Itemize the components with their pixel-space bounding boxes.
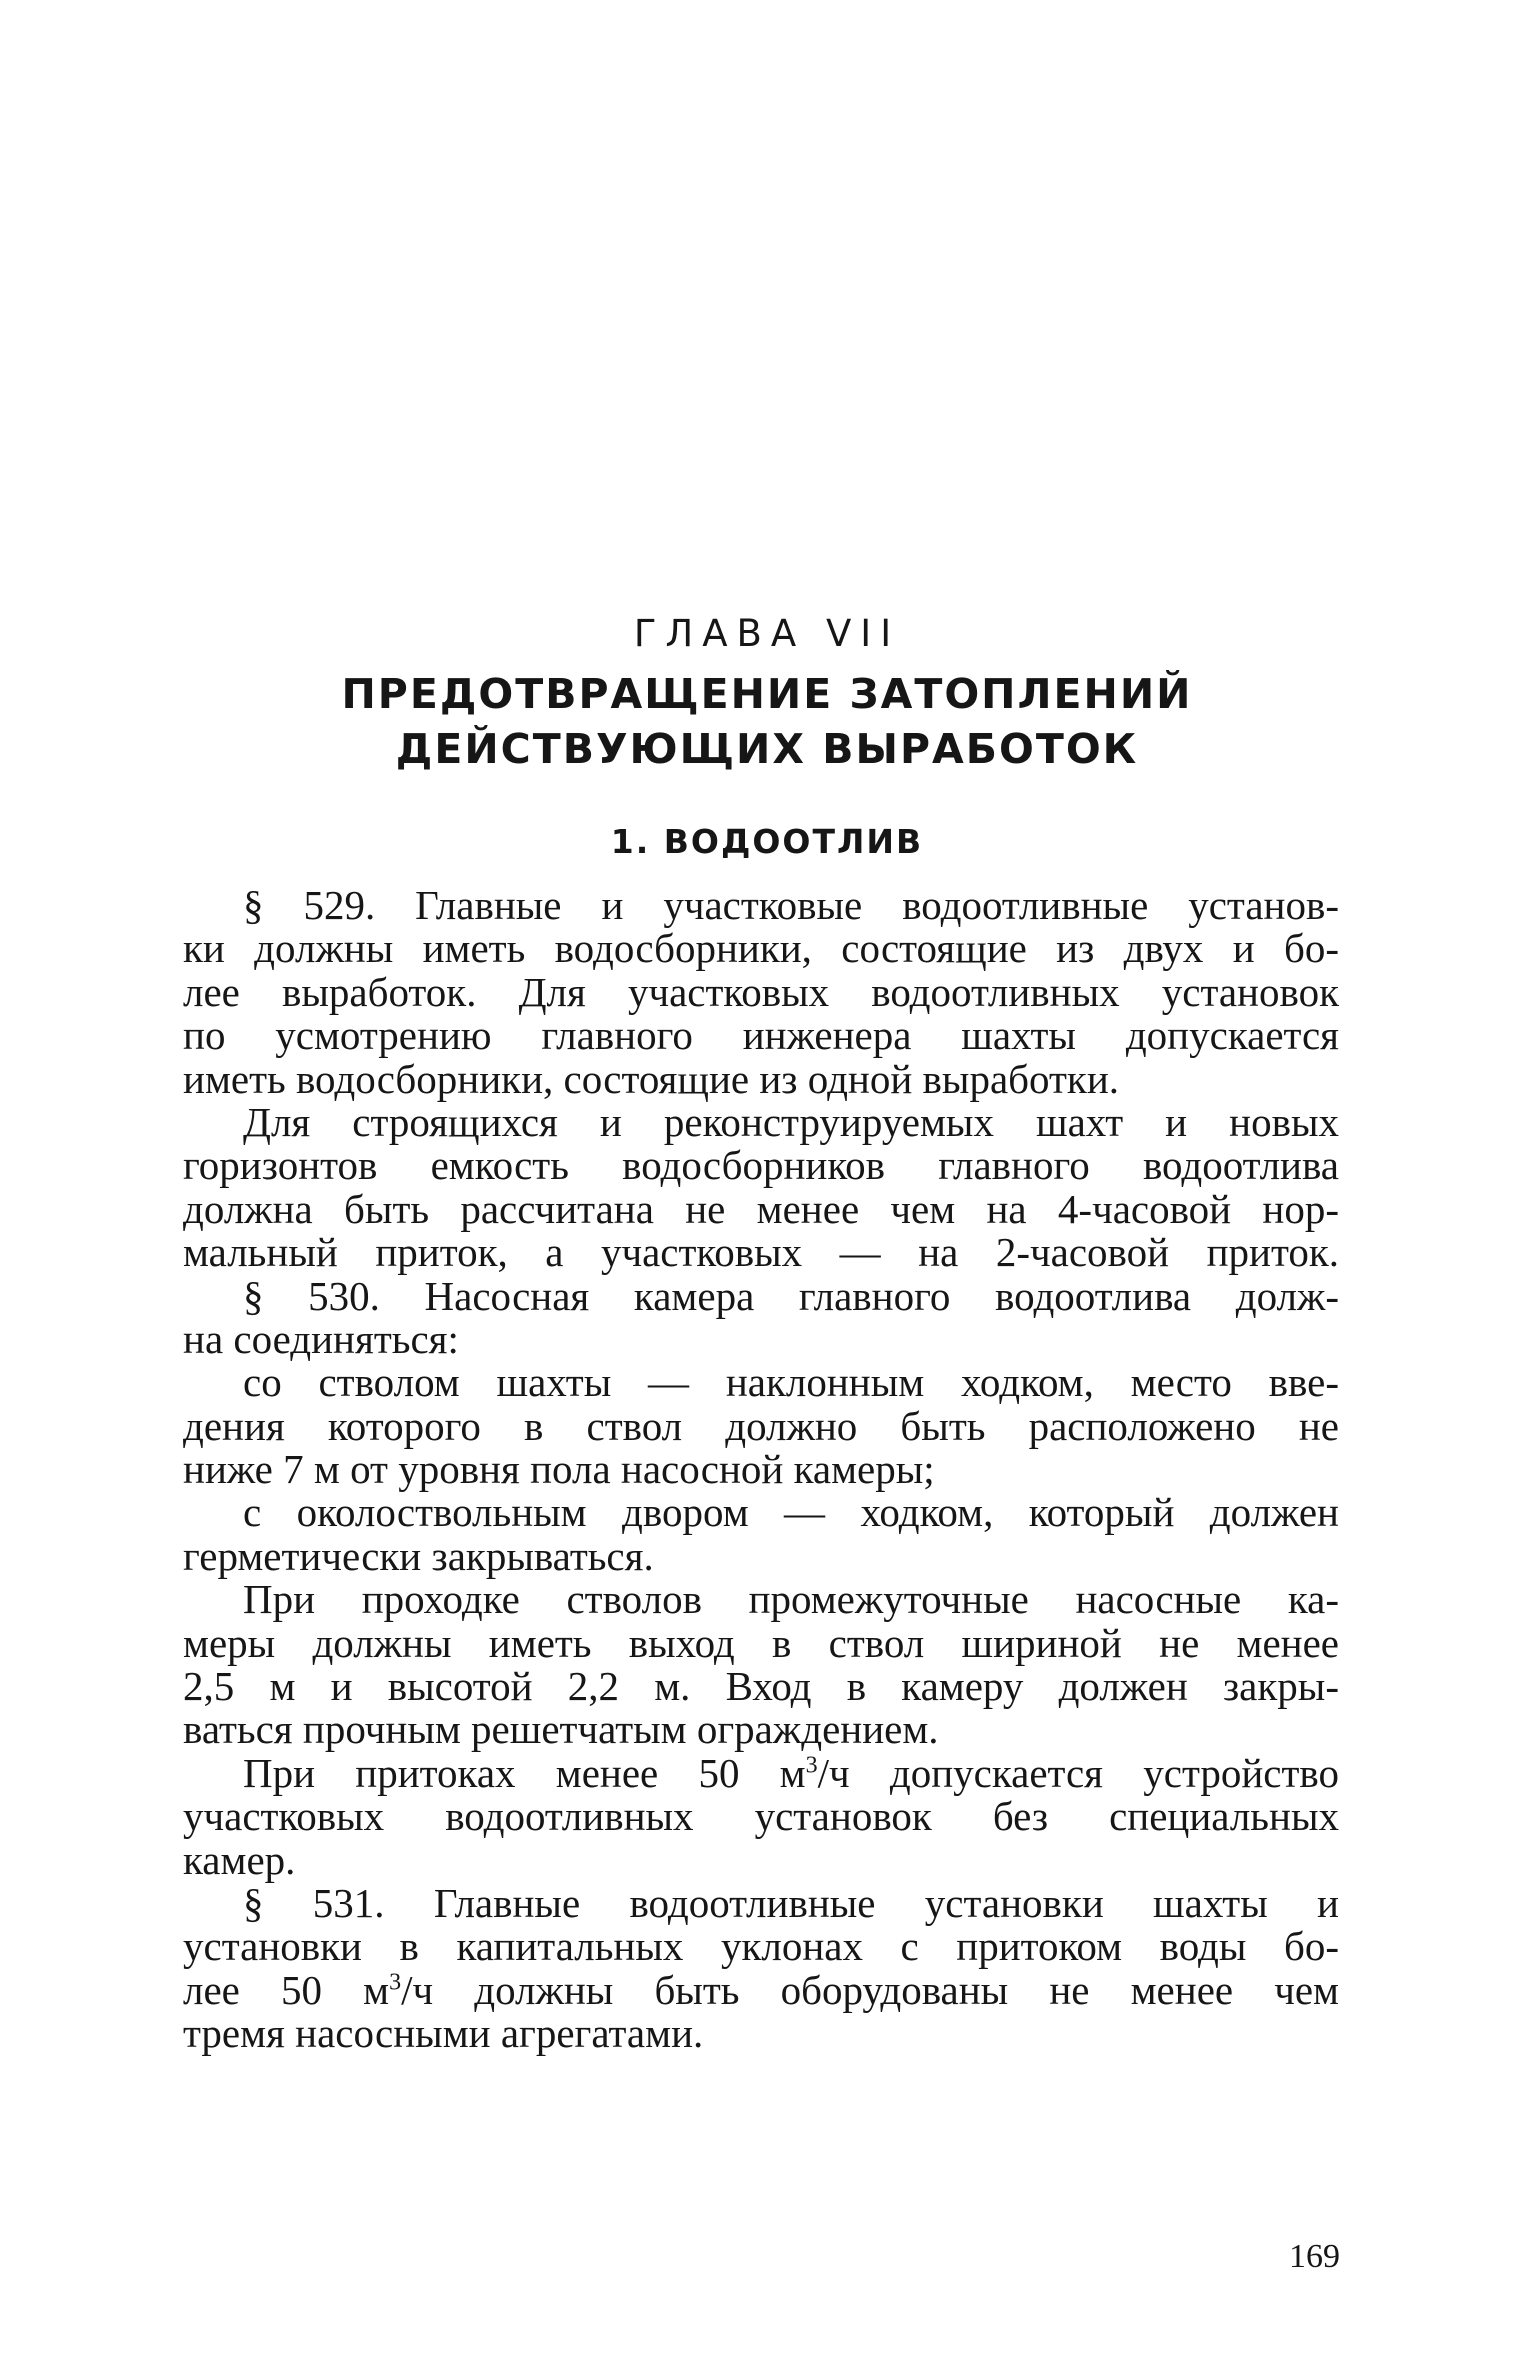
body-text: [183, 884, 1339, 2056]
text-line: со стволом шахты — наклонным ходком, место вве-: [243, 1359, 1339, 1406]
text-fragment: /ч должны быть оборудованы не менее чем: [401, 1966, 1339, 2013]
text-line: камер.: [183, 1836, 296, 1883]
text-line: герметически закрываться.: [183, 1532, 654, 1579]
chapter-heading: ГЛАВА VII: [633, 612, 901, 655]
text-line: § 531. Главные водоотливные установки шахты и: [243, 1879, 1339, 1926]
text-fragment: /ч допускается устройство: [817, 1749, 1339, 1796]
text-line: Для строящихся и реконструируемых шахт и новых: [243, 1098, 1339, 1145]
chapter-title: [0, 667, 1534, 777]
text-fragment: лее 50 м: [183, 1966, 390, 2013]
text-line: § 530. Насосная камера главного водоотлива долж-: [243, 1272, 1339, 1319]
text-fragment: При притоках менее 50 м: [243, 1749, 806, 1796]
text-line: 2,5 м и высотой 2,2 м. Вход в камеру должен закры-: [183, 1663, 1339, 1710]
text-line: лее выработок. Для участковых водоотливных установок: [183, 968, 1339, 1015]
text-line: ваться прочным решетчатым ограждением.: [183, 1706, 939, 1753]
text-line: по усмотрению главного инженера шахты допускается: [183, 1012, 1339, 1059]
text-line: меры должны иметь выход в ствол шириной не менее: [183, 1619, 1339, 1666]
text-line: ниже 7 м от уровня пола насосной камеры;: [183, 1446, 935, 1493]
text-line: мальный приток, а участковых — на 2-часовой приток.: [183, 1229, 1339, 1276]
text-line: ки должны иметь водосборники, состоящие из двух и бо-: [183, 925, 1339, 972]
text-line: участковых водоотливных установок без специальных: [183, 1793, 1339, 1840]
text-line: тремя насосными агрегатами.: [183, 2010, 704, 2057]
text-line: горизонтов емкость водосборников главного водоотлива: [183, 1142, 1339, 1189]
page-number: 169: [1289, 2238, 1340, 2275]
text-line: на соединяться:: [183, 1315, 459, 1362]
text-line: должна быть рассчитана не менее чем на 4-часовой нор-: [183, 1185, 1339, 1232]
text-line: [183, 1966, 1339, 2013]
superscript: 3: [805, 1752, 818, 1779]
chapter-title-line: ДЕЙСТВУЮЩИХ ВЫРАБОТОК: [395, 725, 1139, 773]
superscript: 3: [389, 1969, 402, 1996]
section-heading: 1. ВОДООТЛИВ: [610, 822, 924, 861]
text-line: с околоствольным двором — ходком, который должен: [243, 1489, 1339, 1536]
text-line: иметь водосборники, состоящие из одной выработки.: [183, 1055, 1120, 1102]
text-line: При проходке стволов промежуточные насосные ка-: [243, 1576, 1339, 1623]
chapter-title-line: ПРЕДОТВРАЩЕНИЕ ЗАТОПЛЕНИЙ: [341, 670, 1193, 718]
text-line: дения которого в ствол должно быть расположено не: [183, 1402, 1339, 1449]
text-line: установки в капитальных уклонах с притоком воды бо-: [183, 1923, 1339, 1970]
text-line: § 529. Главные и участковые водоотливные установ-: [243, 882, 1339, 928]
text-line: [183, 1749, 1339, 1796]
